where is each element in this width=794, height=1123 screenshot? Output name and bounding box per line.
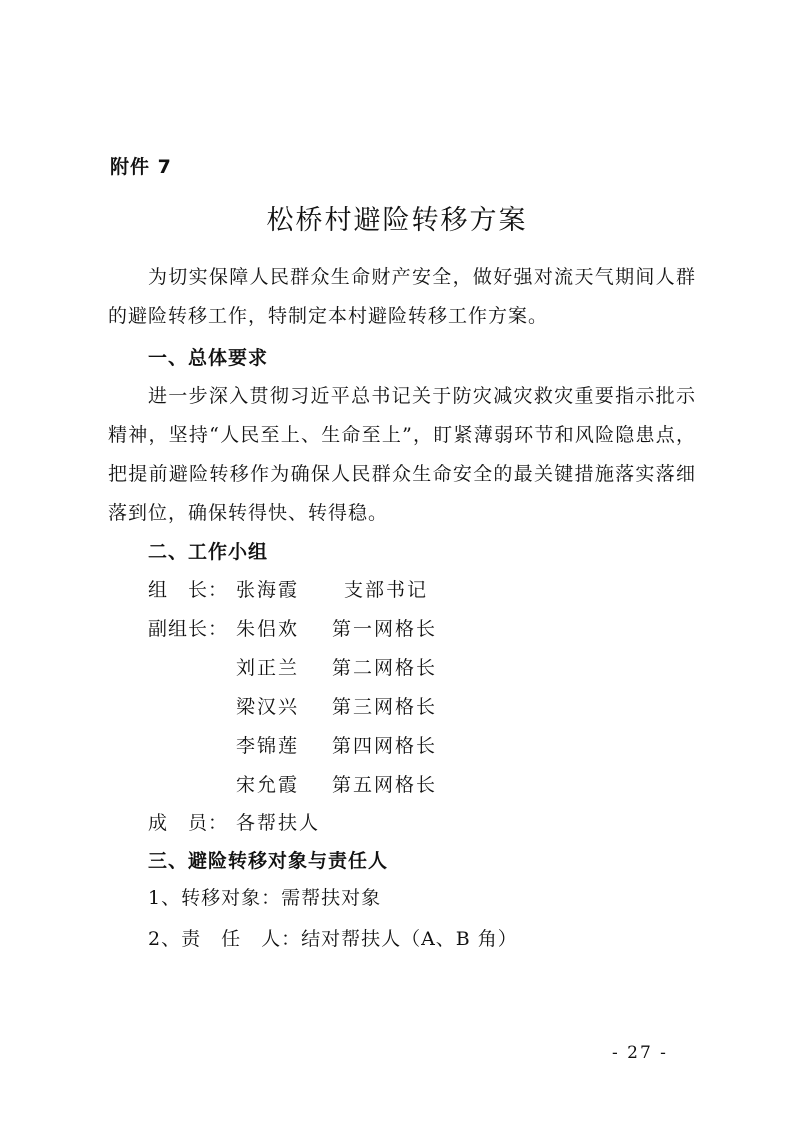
deputy-post: 第三网格长 (332, 696, 438, 718)
leader-role-label: 组 长： (148, 579, 229, 601)
deputy-post: 第五网格长 (332, 774, 438, 796)
leader-post: 支部书记 (344, 579, 429, 601)
general-requirements-paragraph: 进一步深入贯彻习近平总书记关于防灾减灾救灾重要指示批示精神，坚持“人民至上、生命至上”，盯紧薄弱环节和风险隐患点，把提前避险转移作为确保人民群众生命安全的最关键措施落实落细落到位，确保转得快、转得稳。 (108, 385, 696, 524)
deputy-post: 第一网格长 (332, 618, 438, 640)
evacuation-target-item: 1、转移对象：需帮扶对象 (148, 887, 382, 909)
deputy-name: 刘正兰 (236, 657, 300, 679)
deputy-post: 第四网格长 (332, 735, 438, 757)
attachment-label: 附件 7 (110, 156, 172, 178)
deputy-name: 梁汉兴 (236, 696, 300, 718)
members-value: 各帮扶人 (236, 812, 321, 834)
document-title: 松桥村避险转移方案 (266, 205, 528, 236)
deputy-name: 朱侣欢 (236, 618, 300, 640)
responsible-person-item: 2、责 任 人：结对帮扶人（A、B 角） (148, 928, 518, 950)
deputy-role-label: 副组长： (148, 618, 229, 640)
members-role-label: 成 员： (148, 812, 229, 834)
intro-paragraph: 为切实保障人民群众生命财产安全，做好强对流天气期间人群的避险转移工作，特制定本村避险转移工作方案。 (108, 266, 696, 327)
leader-name: 张海霞 (236, 579, 300, 601)
section-heading-general-requirements: 一、总体要求 (148, 347, 269, 369)
deputy-name: 宋允霞 (236, 774, 300, 796)
section-heading-evacuation-targets: 三、避险转移对象与责任人 (148, 850, 389, 872)
deputy-name: 李锦莲 (236, 735, 300, 757)
deputy-post: 第二网格长 (332, 657, 438, 679)
section-heading-working-group: 二、工作小组 (148, 541, 269, 563)
page-number: - 27 - (612, 1043, 668, 1063)
